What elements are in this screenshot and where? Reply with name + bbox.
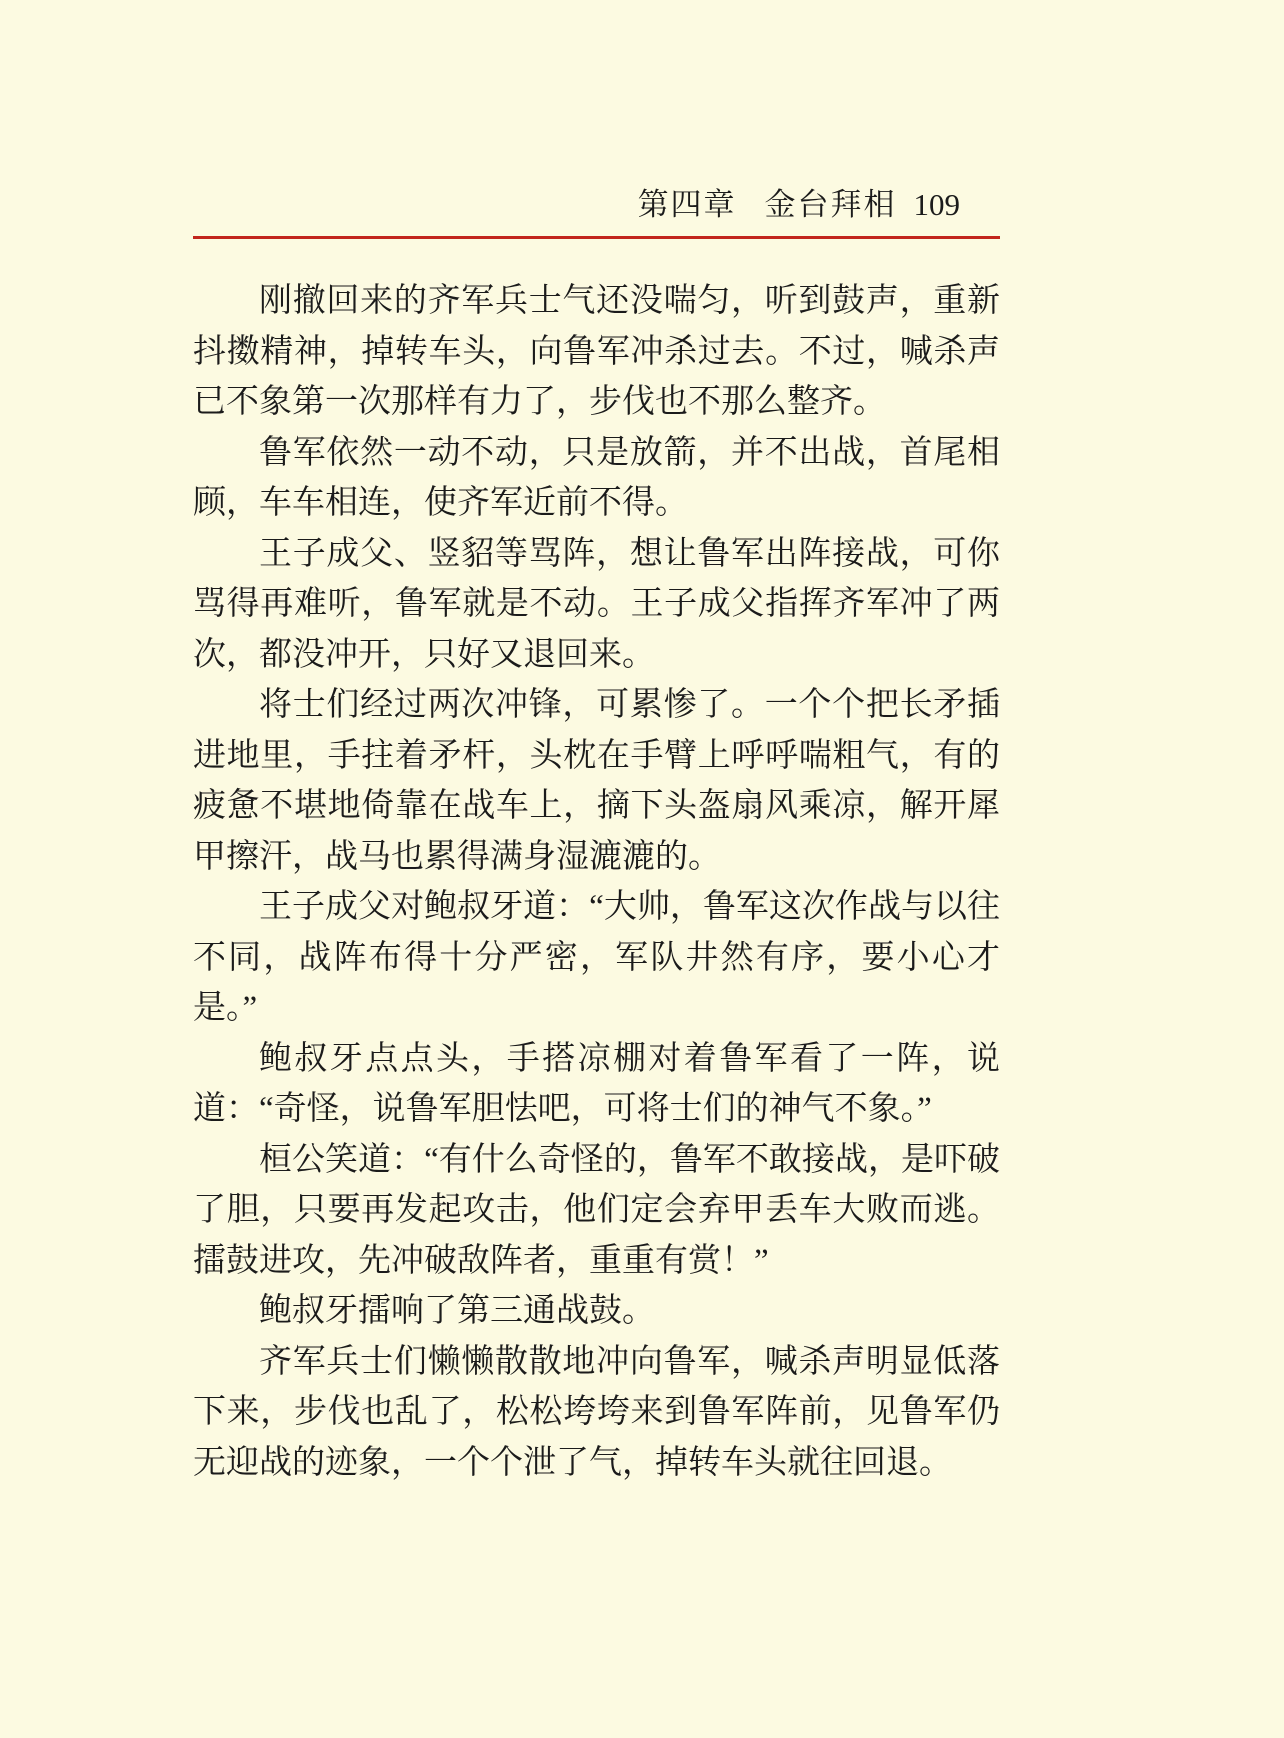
paragraph: 王子成父、竖貂等骂阵，想让鲁军出阵接战，可你骂得再难听，鲁军就是不动。王子成父指挥齐军冲了两次，都没冲开，只好又退回来。	[193, 535, 1000, 673]
running-header	[193, 186, 1000, 236]
paragraph: 鲍叔牙擂响了第三通战鼓。	[259, 1293, 655, 1329]
header-rule-divider	[193, 236, 1000, 239]
page-number: 109	[913, 187, 960, 222]
paragraph: 齐军兵士们懒懒散散地冲向鲁军，喊杀声明显低落下来，步伐也乱了，松松垮垮来到鲁军阵前，见鲁军仍无迎战的迹象，一个个泄了气，掉转车头就往回退。	[193, 1343, 1000, 1481]
paragraph: 桓公笑道：“有什么奇怪的，鲁军不敢接战，是吓破了胆，只要再发起攻击，他们定会弃甲丢车大败而逃。擂鼓进攻，先冲破敌阵者，重重有赏！”	[193, 1141, 1000, 1279]
page-content	[193, 186, 1000, 1488]
paragraph: 鲍叔牙点点头，手搭凉棚对着鲁军看了一阵，说道：“奇怪，说鲁军胆怯吧，可将士们的神气不象。”	[193, 1040, 1000, 1127]
chapter-title: 金台拜相	[764, 187, 897, 222]
paragraph: 将士们经过两次冲锋，可累惨了。一个个把长矛插进地里，手拄着矛杆，头枕在手臂上呼呼喘粗气，有的疲惫不堪地倚靠在战车上，摘下头盔扇风乘凉，解开犀甲擦汗，战马也累得满身湿漉漉的。	[193, 687, 1000, 875]
chapter-label: 第四章	[637, 187, 737, 222]
paragraph: 刚撤回来的齐军兵士气还没喘匀，听到鼓声，重新抖擞精神，掉转车头，向鲁军冲杀过去。不过，喊杀声已不象第一次那样有力了，步伐也不那么整齐。	[193, 283, 1000, 420]
paragraph: 王子成父对鲍叔牙道：“大帅，鲁军这次作战与以往不同，战阵布得十分严密，军队井然有序，要小心才是。”	[193, 889, 1000, 1026]
body-text	[193, 276, 1000, 1488]
paragraph: 鲁军依然一动不动，只是放箭，并不出战，首尾相顾，车车相连，使齐军近前不得。	[193, 434, 1000, 521]
